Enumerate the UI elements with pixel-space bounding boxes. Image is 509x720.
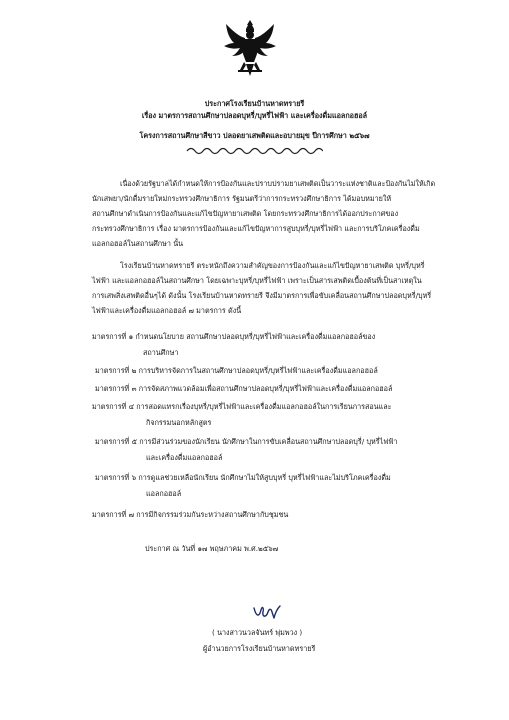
paragraph-line: ไฟฟ้าและเครื่องดื่มแอลกอฮอล์ ๗ มาตรการ ดังนี้ bbox=[92, 306, 242, 315]
signatory-name: ( นางสาวนวลจันทร์ พุ่มพวง ) bbox=[212, 628, 303, 637]
measure-6-cont: แอลกอฮอล์ bbox=[146, 489, 182, 498]
measure-4: มาตรการที่ ๔ การสอดแทรกเรื่องบุหรี่/บุหรี่ไฟฟ้าและเครื่องดื่มแอลกอฮอล์ในการเรียนการสอนและ bbox=[92, 402, 392, 411]
garuda-emblem-icon bbox=[218, 18, 282, 82]
paragraph-line: เนื่องด้วยรัฐบาลได้กำหนดให้การป้องกันและปราบปรามยาเสพติดเป็นวาระแห่งชาติและป้องกันไม่ให้เกิด bbox=[120, 179, 436, 188]
paragraph-line: สถานศึกษาดำเนินการป้องกันและแก้ไขปัญหายาเสพติด โดยกระทรวงศึกษาธิการได้ออกประกาศของ bbox=[92, 209, 399, 218]
paragraph-line: แอลกอฮอล์ในสถานศึกษา นั้น bbox=[92, 239, 184, 248]
signatory-position: ผู้อำนวยการโรงเรียนบ้านหาดทรายรี bbox=[203, 644, 316, 653]
handwritten-signature bbox=[250, 602, 286, 624]
measure-2: มาตรการที่ ๒ การบริหารจัดการในสถานศึกษาปลอดบุหรี่/บุหรี่ไฟฟ้าและเครื่องดื่มแอลกอฮอล์ bbox=[95, 366, 378, 375]
measure-5: มาตรการที่ ๕ การมีส่วนร่วมของนักเรียน นักศึกษาในการขับเคลื่อนสถานศึกษาปลอดบุรี่/ บุหรี่ไฟฟ้า bbox=[95, 437, 398, 446]
paragraph-line: ไฟฟ้า และแอลกอฮอล์ในสถานศึกษา โดยเฉพาะบุหรี่/บุหรี่ไฟฟ้า เพราะเป็นสารเสพติดเบื้องต้นที่เป็นสาเหตุใน bbox=[92, 276, 422, 285]
ornamental-divider bbox=[185, 147, 323, 155]
paragraph-line: นักเสพยา/นักดื่มรายใหม่กระทรวงศึกษาธิการ รัฐมนตรีว่าการกระทรวงศึกษาธิการ ได้มอบหมายให้ bbox=[92, 194, 392, 203]
paragraph-line: กระทรวงศึกษาธิการ เรื่อง มาตรการป้องกันและแก้ไขปัญหาการสูบบุหรี่/บุหรี่ไฟฟ้า และการบริโภคเครื่องดื่ม bbox=[92, 224, 420, 233]
document-title: ประกาศโรงเรียนบ้านหาดทรายรี bbox=[204, 99, 305, 108]
paragraph-line: การเสพสิ่งเสพติดอื่นๆได้ ดังนั้น โรงเรียนบ้านหาดทรายรี จึงมีมาตรการเพื่อขับเคลื่อนสถานศึกษาปลอดบุหรี่/บุหรี่ bbox=[92, 291, 432, 300]
measure-3: มาตรการที่ ๓ การจัดสภาพแวดล้อมเพื่อสถานศึกษาปลอดบุหรี่/บุหรี่ไฟฟ้าและเครื่องดื่มแอลกอฮอล์ bbox=[95, 384, 393, 393]
paragraph-line: โรงเรียนบ้านหาดทรายรี ตระหนักถึงความสำคัญของการป้องกันและแก้ไขปัญหายาเสพติด บุหรี่/บุหรี่ bbox=[120, 261, 425, 270]
measure-6: มาตรการที่ ๖ การดูแลช่วยเหลือนักเรียน นักศึกษาไม่ให้สูบบุหรี่ บุหรี่ไฟฟ้าและไม่บริโภคเครื่องดื่ม bbox=[95, 473, 391, 482]
document-subject: เรื่อง มาตรการสถานศึกษาปลอดบุหรี่/บุหรี่ไฟฟ้า และเครื่องดื่มแอลกอฮอล์ bbox=[141, 111, 368, 120]
measure-7: มาตรการที่ ๗ การมีกิจกรรมร่วมกันระหว่างสถานศึกษากับชุมชน bbox=[92, 510, 289, 519]
measure-4-cont: กิจกรรมนอกหลักสูตร bbox=[146, 418, 212, 427]
project-title: โครงการสถานศึกษาสีขาว ปลอดยาเสพติดและอบายมุข ปีการศึกษา ๒๕๖๗ bbox=[139, 131, 370, 140]
measure-1: มาตรการที่ ๑ กำหนดนโยบาย สถานศึกษาปลอดบุหรี่/บุหรี่ไฟฟ้าและเครื่องดื่มแอลกอฮอล์ของ bbox=[92, 332, 376, 341]
announcement-date: ประกาศ ณ วันที่ ๑๗ พฤษภาคม พ.ศ.๒๕๖๗ bbox=[145, 544, 279, 553]
measure-5-cont: และเครื่องดื่มแอลกอฮอล์ bbox=[146, 453, 223, 462]
measure-1-cont: สถานศึกษา bbox=[143, 348, 179, 357]
